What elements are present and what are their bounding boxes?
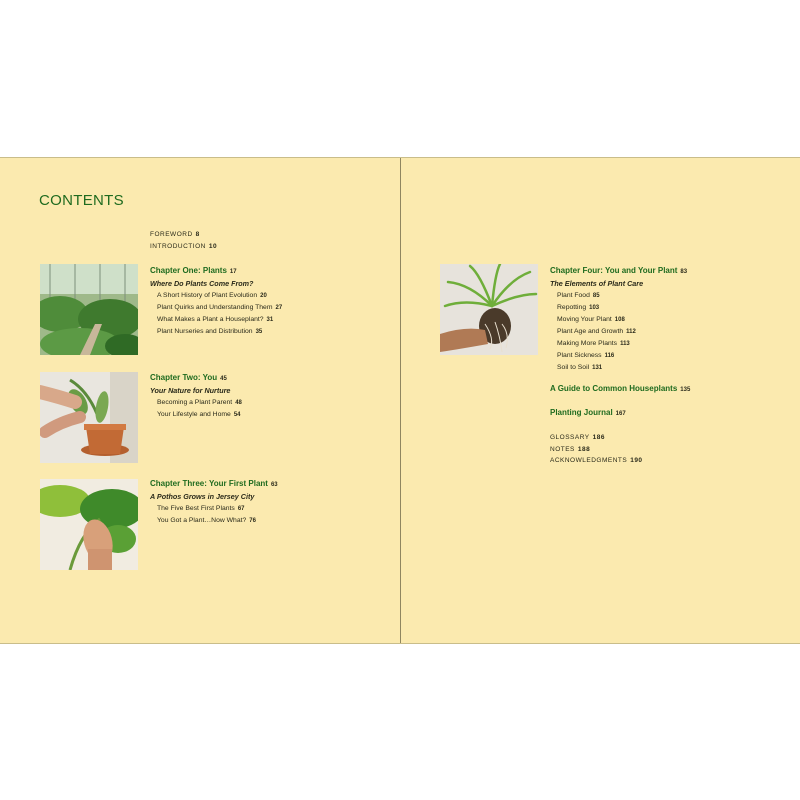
back-matter-entry[interactable]: ACKNOWLEDGMENTS 190 <box>550 457 643 464</box>
chapter-one-entry <box>150 265 282 338</box>
chapter-title[interactable]: Chapter Two: You 45 <box>150 373 227 382</box>
toc-item[interactable]: Repotting 103 <box>557 304 600 311</box>
guide-entry[interactable]: A Guide to Common Houseplants 135 <box>550 384 691 393</box>
toc-item[interactable]: A Short History of Plant Evolution 20 <box>157 292 267 299</box>
back-matter-list <box>550 432 643 467</box>
toc-item[interactable]: Soil to Soil 131 <box>557 364 603 371</box>
toc-item[interactable]: Plant Food 85 <box>557 292 600 299</box>
pothos-leaf-photo <box>40 479 138 570</box>
back-matter-entry[interactable]: GLOSSARY 186 <box>550 434 606 441</box>
toc-item[interactable]: What Makes a Plant a Houseplant? 31 <box>157 316 274 323</box>
front-matter-entry[interactable]: FOREWORD 8 <box>150 231 200 238</box>
toc-item[interactable]: The Five Best First Plants 67 <box>157 505 245 512</box>
page-gutter <box>400 158 401 643</box>
toc-item[interactable]: Plant Age and Growth 112 <box>557 328 636 335</box>
spider-plant-roots-photo <box>440 264 538 355</box>
chapter-subtitle: A Pothos Grows in Jersey City <box>150 492 255 501</box>
front-matter-list <box>150 229 217 252</box>
greenhouse-photo <box>40 264 138 355</box>
chapter-title[interactable]: Chapter Three: Your First Plant 63 <box>150 479 278 488</box>
toc-item[interactable]: Becoming a Plant Parent 48 <box>157 399 242 406</box>
toc-item[interactable]: Plant Nurseries and Distribution 35 <box>157 328 263 335</box>
chapter-four-entry <box>550 265 687 374</box>
chapter-three-entry <box>150 478 278 527</box>
chapter-two-entry <box>150 372 242 421</box>
chapter-subtitle: Where Do Plants Come From? <box>150 279 254 288</box>
front-matter-entry[interactable]: INTRODUCTION 10 <box>150 242 218 250</box>
toc-item[interactable]: Plant Quirks and Understanding Them 27 <box>157 304 283 311</box>
chapter-subtitle: The Elements of Plant Care <box>550 279 644 288</box>
book-spread <box>0 157 800 644</box>
chapter-title[interactable]: Chapter One: Plants 17 <box>150 266 237 275</box>
potted-plant-photo <box>40 372 138 463</box>
toc-item[interactable]: Your Lifestyle and Home 54 <box>157 411 241 418</box>
toc-item[interactable]: Plant Sickness 116 <box>557 352 615 359</box>
journal-entry[interactable]: Planting Journal 167 <box>550 408 626 417</box>
toc-item[interactable]: You Got a Plant…Now What? 76 <box>157 517 256 524</box>
toc-item[interactable]: Making More Plants 113 <box>557 340 630 347</box>
toc-item[interactable]: Moving Your Plant 108 <box>557 316 625 323</box>
chapter-title[interactable]: Chapter Four: You and Your Plant 83 <box>550 266 688 275</box>
contents-heading: CONTENTS <box>39 192 124 209</box>
chapter-subtitle: Your Nature for Nurture <box>150 386 231 395</box>
back-matter-entry[interactable]: NOTES 188 <box>550 445 591 453</box>
